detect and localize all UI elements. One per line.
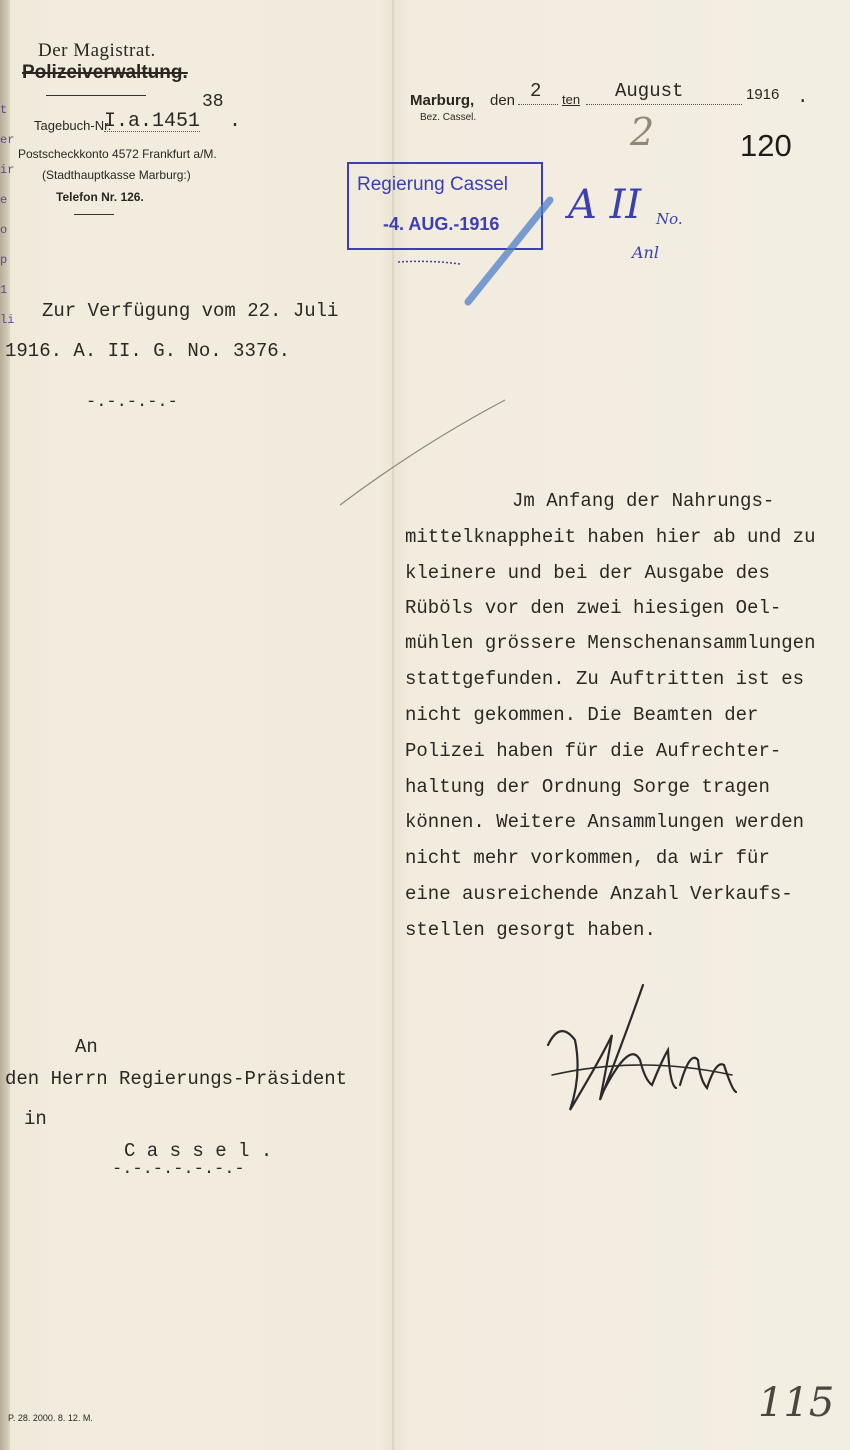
journal-number: I.a.1451 [104, 110, 201, 133]
handwritten-department: A II [568, 182, 642, 228]
recipient-an: An [75, 1036, 98, 1058]
edge-mark: p [0, 253, 8, 267]
body-line: kleinere und bei der Ausgabe des [405, 562, 770, 584]
edge-mark: li [0, 313, 15, 327]
body-line: Jm Anfang der Nahrungs- [512, 490, 775, 512]
date-day-suffix: ten [562, 92, 581, 107]
date-year: 1916 [746, 86, 780, 103]
date-den: den [490, 92, 516, 109]
form-code: P. 28. 2000. 8. 12. M. [8, 1413, 93, 1423]
telephone: Telefon Nr. 126. [56, 190, 144, 204]
district: Bez. Cassel. [420, 112, 477, 123]
recipient-city: C a s s e l . [124, 1140, 273, 1162]
body-line: Polizei haben für die Aufrechter- [405, 740, 782, 762]
reference-separator: -.-.-.-.- [86, 393, 178, 412]
edge-mark: e [0, 193, 8, 207]
struck-department: Polizeiverwaltung. [22, 62, 188, 83]
recipient-name: den Herrn Regierungs-Präsident [5, 1068, 348, 1090]
journal-label: Tagebuch-Nr. [34, 118, 112, 133]
recipient-separator: -.-.-.-.-.-.- [112, 1160, 245, 1179]
folio-number: 120 [740, 128, 792, 163]
place-name: Marburg, [410, 92, 475, 109]
body-line: können. Weitere Ansammlungen werden [405, 811, 805, 833]
body-line: nicht gekommen. Die Beamten der [405, 704, 759, 726]
stamp-underline [398, 261, 460, 264]
handwritten-anl: Anl [632, 243, 659, 262]
edge-mark: 1 [0, 283, 8, 297]
handwritten-page-number: 115 [758, 1380, 835, 1426]
blue-crayon-slash [468, 200, 550, 302]
edge-mark: o [0, 223, 8, 237]
reference-line-2: 1916. A. II. G. No. 3376. [5, 340, 291, 362]
date-dot: . [797, 86, 809, 108]
journal-suffix: 38 [202, 92, 224, 112]
handwritten-top-mark: 2 [630, 110, 655, 154]
body-line: mühlen grössere Menschenansammlungen [405, 632, 816, 654]
postal-account: Postscheckkonto 4572 Frankfurt a/M. [18, 147, 217, 161]
pencil-stroke [340, 400, 505, 505]
body-line: stellen gesorgt haben. [405, 919, 656, 941]
body-line: stattgefunden. Zu Auftritten ist es [405, 668, 805, 690]
stamp-authority: Regierung Cassel [357, 174, 509, 195]
stamp-date: -4. AUG.-1916 [383, 214, 500, 234]
body-line: mittelknappheit haben hier ab und zu [405, 526, 816, 548]
edge-mark: er [0, 133, 15, 147]
handwritten-no: No. [656, 210, 683, 228]
edge-mark: t [0, 103, 8, 117]
authority-title: Der Magistrat. [38, 40, 156, 61]
body-line: haltung der Ordnung Sorge tragen [405, 776, 770, 798]
body-line: Rüböls vor den zwei hiesigen Oel- [405, 597, 782, 619]
body-line: nicht mehr vorkommen, da wir für [405, 847, 770, 869]
reference-line-1: Zur Verfügung vom 22. Juli [42, 300, 339, 322]
date-day: 2 [530, 80, 542, 102]
city-treasury: (Stadthauptkasse Marburg:) [42, 168, 191, 182]
date-month: August [615, 80, 684, 102]
recipient-in: in [24, 1108, 47, 1130]
body-line: eine ausreichende Anzahl Verkaufs- [405, 883, 793, 905]
signature-icon [548, 985, 736, 1110]
edge-mark: ir [0, 163, 15, 177]
journal-dot: . [229, 110, 242, 133]
